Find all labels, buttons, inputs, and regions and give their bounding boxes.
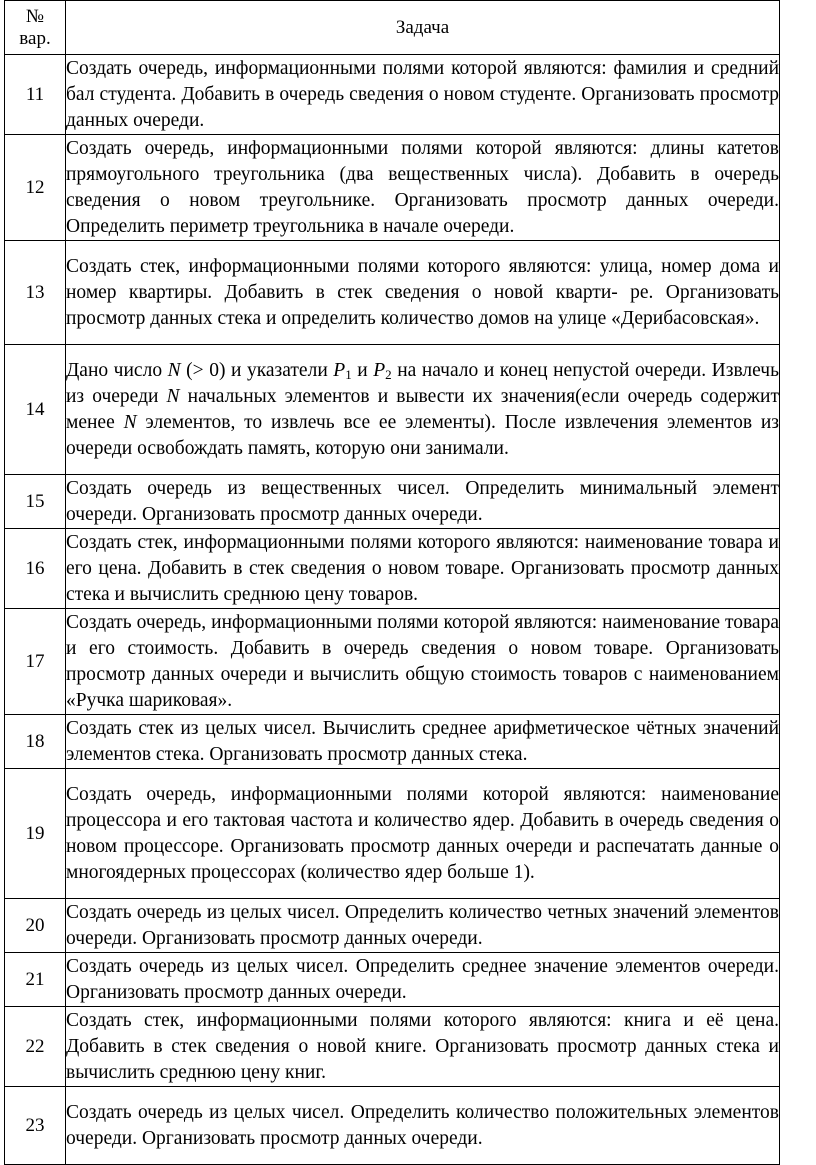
table-row [5, 953, 780, 1007]
variant-number: 20 [5, 899, 66, 953]
table-row [5, 899, 780, 953]
variant-number: 12 [5, 135, 66, 241]
variant-number: 11 [5, 55, 66, 135]
table-row [5, 135, 780, 241]
table-row [5, 241, 780, 345]
table-header-row [5, 1, 780, 55]
header-variant-number [5, 1, 66, 55]
task-text: Создать очередь, информационными полями которой являются: наименование товара и его стоимость. Добавить в очередь сведения о новом товаре. Организовать просмотр данных очереди и вычислить общую стоимость товаров с наименованием «Ручка шариковая». [66, 609, 780, 715]
table-row [5, 475, 780, 529]
table-row [5, 345, 780, 475]
variant-number: 19 [5, 769, 66, 899]
variant-number: 21 [5, 953, 66, 1007]
task-text: Создать стек, информационными полями которого являются: улица, номер дома и номер квартиры. Добавить в стек сведения о новой кварти- ре. Организовать просмотр данных стека и определить количество домов на улице «Дерибасовская». [66, 241, 780, 345]
variant-number: 18 [5, 715, 66, 769]
variant-number: 15 [5, 475, 66, 529]
header-num-symbol: № [25, 5, 45, 27]
task-text: Создать очередь, информационными полями которой являются: длины катетов прямоугольного треугольника (два вещественных числа). Добавить в очередь сведения о новом треугольнике. Организовать просмотр данных очереди. Определить периметр треугольника в начале очереди. [66, 135, 780, 241]
variant-number: 22 [5, 1007, 66, 1087]
variant-number: 14 [5, 345, 66, 475]
task-text: Создать стек, информационными полями которого являются: наименование товара и его цена. Добавить в стек сведения о новом товаре. Организовать просмотр данных стека и вычислить среднюю цену товаров. [66, 529, 780, 609]
table-row [5, 529, 780, 609]
task-text: Создать очередь из вещественных чисел. Определить минимальный элемент очереди. Организовать просмотр данных очереди. [66, 475, 780, 529]
task-text: Создать очередь, информационными полями которой являются: наименование процессора и его тактовая частота и количество ядер. Добавить в очередь сведения о новом процессоре. Организовать просмотр данных очереди и распечатать данные о многоядерных процессорах (количество ядер больше 1). [66, 769, 780, 899]
table-row [5, 609, 780, 715]
variant-number: 23 [5, 1087, 66, 1165]
tasks-table [4, 0, 780, 1165]
table-row [5, 55, 780, 135]
task-text: Создать очередь, информационными полями которой являются: фамилия и средний бал студента. Добавить в очередь сведения о новом студенте. Организовать просмотр данных очереди. [66, 55, 780, 135]
table-row [5, 1007, 780, 1087]
task-text: Создать стек, информационными полями которого являются: книга и её цена. Добавить в стек сведения о новой книге. Организовать просмотр данных стека и вычислить среднюю цену книг. [66, 1007, 780, 1087]
variant-number: 13 [5, 241, 66, 345]
table-row [5, 1087, 780, 1165]
table-row [5, 769, 780, 899]
task-text: Создать очередь из целых чисел. Определить среднее значение элементов очереди. Организовать просмотр данных очереди. [66, 953, 780, 1007]
task-text: Дано число N (> 0) и указатели $P_1$ и $P_2$ на начало и конец непустой очереди. Извлечь из очереди N начальных элементов и вывести их значения(если очередь содержит менее N элементов, то извлечь все ее элементы). После извлечения элементов из очереди освобождать память, которую они занимали. [66, 345, 780, 475]
task-text: Создать очередь из целых чисел. Определить количество четных значений элементов очереди. Организовать просмотр данных очереди. [66, 899, 780, 953]
task-text: Создать очередь из целых чисел. Определить количество положительных элементов очереди. Организовать просмотр данных очереди. [66, 1087, 780, 1165]
header-task: Задача [66, 1, 780, 55]
header-num-label: вар. [19, 27, 51, 49]
table-row [5, 715, 780, 769]
variant-number: 17 [5, 609, 66, 715]
variant-number: 16 [5, 529, 66, 609]
task-text: Создать стек из целых чисел. Вычислить среднее арифметическое чётных значений элементов стека. Организовать просмотр данных стека. [66, 715, 780, 769]
